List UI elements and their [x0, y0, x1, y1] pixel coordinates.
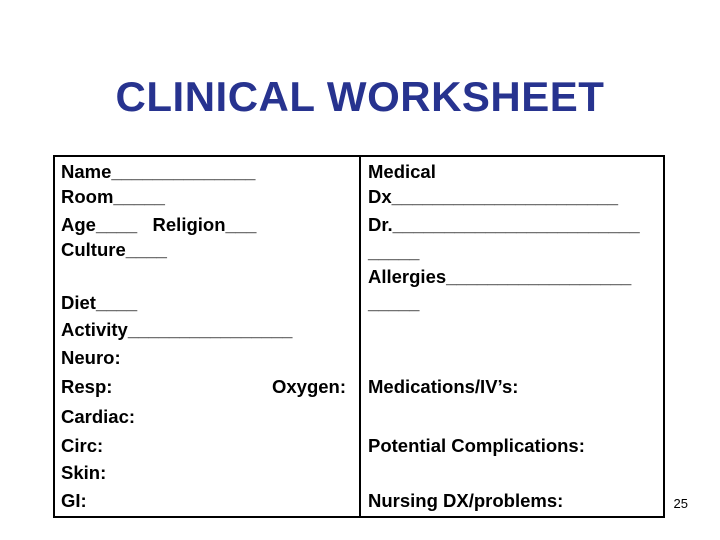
- allergies-field[interactable]: Allergies__________________: [368, 266, 632, 287]
- slide-number: 25: [673, 496, 688, 511]
- oxygen-label: Oxygen:: [272, 376, 347, 397]
- column-divider: [359, 155, 361, 518]
- activity-field[interactable]: Activity________________: [61, 319, 293, 340]
- nursing-dx-label: Nursing DX/problems:: [368, 490, 564, 511]
- diet-field[interactable]: Diet____: [61, 292, 138, 313]
- circ-label: Circ:: [61, 435, 104, 456]
- gi-label: GI:: [61, 490, 87, 511]
- medical-label: Medical: [368, 161, 436, 182]
- dr-field-continued[interactable]: _____: [368, 241, 420, 262]
- culture-field[interactable]: Culture____: [61, 239, 167, 260]
- cardiac-label: Cardiac:: [61, 406, 136, 427]
- dr-field[interactable]: Dr.________________________: [368, 214, 640, 235]
- room-field[interactable]: Room_____: [61, 186, 165, 207]
- age-religion-field[interactable]: Age____ Religion___: [61, 214, 257, 235]
- name-field[interactable]: Name______________: [61, 161, 256, 182]
- potential-complications-label: Potential Complications:: [368, 435, 585, 456]
- page-title: CLINICAL WORKSHEET: [115, 73, 605, 120]
- allergies-field-continued[interactable]: _____: [368, 292, 420, 313]
- medications-label: Medications/IV’s:: [368, 376, 519, 397]
- neuro-label: Neuro:: [61, 347, 121, 368]
- dx-field[interactable]: Dx______________________: [368, 186, 619, 207]
- skin-label: Skin:: [61, 462, 107, 483]
- resp-label: Resp:: [61, 376, 113, 397]
